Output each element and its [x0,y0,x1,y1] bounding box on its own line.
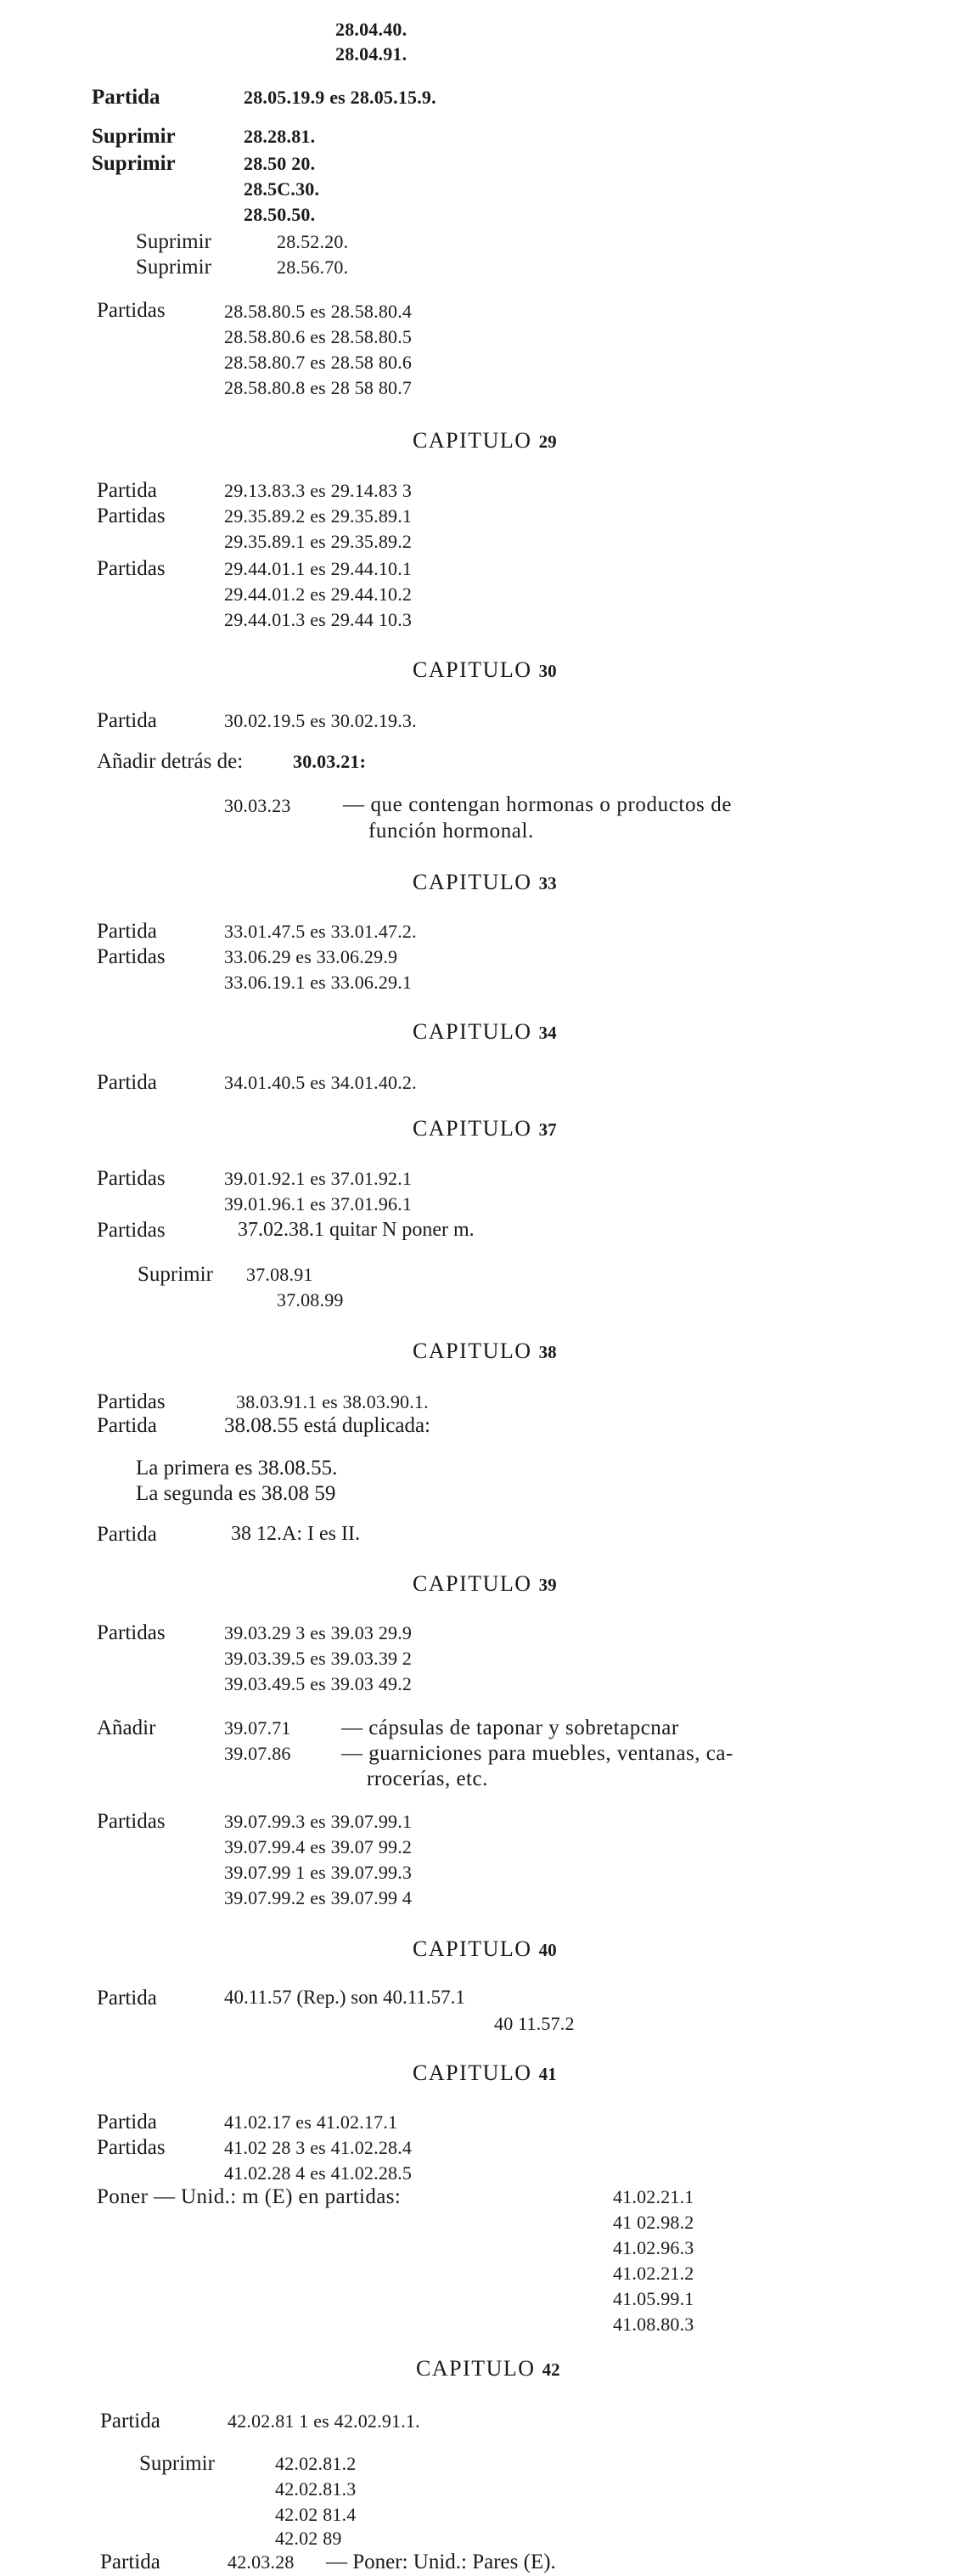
entry-text: 30.03.21: [293,751,367,772]
entry-text: 39.07.99 1 es 39.07.99.3 [224,1862,413,1883]
entry-text: 29.35.89.1 es 29.35.89.2 [224,531,413,552]
entry-text: 40 11.57.2 [494,2013,575,2034]
entry-label: Suprimir [92,125,176,148]
entry-text: 33.01.47.5 es 33.01.47.2. [224,921,417,942]
entry-label: Partidas [97,945,166,968]
entry-text: — que contengan hormonas o productos de [343,793,733,816]
entry-text: 29.13.83.3 es 29.14.83 3 [224,480,413,501]
entry-label: Añadir detrás de: [97,750,244,773]
entry-text: 28.52.20. [277,231,349,252]
entry-text: 41.02 28 3 es 41.02.28.4 [224,2137,413,2158]
entry-text: 42.02 89 [275,2528,342,2549]
section-heading: CAPITULO 29 [413,428,557,453]
entry-label: Partida [97,479,157,502]
entry-text: 34.01.40.5 es 34.01.40.2. [224,1072,417,1093]
entry-text: 39.07.99.2 es 39.07.99 4 [224,1887,413,1908]
section-heading: CAPITULO 38 [413,1339,557,1363]
entry-label: Suprimir [136,256,211,279]
entry-text: 40.11.57 (Rep.) son 40.11.57.1 [224,1987,465,2008]
section-heading: CAPITULO 40 [413,1936,557,1961]
entry-text: 41.02.21.1 [613,2186,694,2207]
entry-label: Partida [100,2551,160,2573]
entry-text: 42.02.81 1 es 42.02.91.1. [228,2410,420,2432]
entry-text: 38.03.91.1 es 38.03.90.1. [236,1391,429,1412]
entry-text: 38 12.A: I es II. [231,1523,360,1545]
entry-text: 33.06.29 es 33.06.29.9 [224,946,398,967]
entry-label: Suprimir [138,1263,213,1286]
entry-text: — cápsulas de taponar y sobretapcnar [341,1716,679,1739]
section-heading: CAPITULO 42 [416,2356,560,2381]
code-line: 28.04.91. [335,43,407,65]
entry-label: Partidas [97,2136,166,2159]
entry-label: Partidas [97,1810,166,1833]
entry-text: 30.02.19.5 es 30.02.19.3. [224,710,417,731]
entry-text: 41 02.98.2 [613,2212,694,2233]
entry-text: 29.44.01.2 es 29.44.10.2 [224,583,413,605]
section-heading: CAPITULO 37 [413,1116,557,1141]
entry-text: 39.03.39.5 es 39.03.39 2 [224,1648,413,1669]
entry-text: 29.44.01.1 es 29.44.10.1 [224,558,413,579]
entry-text: 29.35.89.2 es 29.35.89.1 [224,505,413,527]
section-heading: CAPITULO 34 [413,1019,557,1044]
section-heading: CAPITULO 41 [413,2060,557,2085]
entry-text: 41.08.80.3 [613,2314,694,2335]
entry-text: 38.08.55 está duplicada: [224,1414,430,1437]
entry-text: 41.02.21.2 [613,2263,694,2284]
entry-text: 29.44.01.3 es 29.44 10.3 [224,609,413,630]
entry-label: Partida [100,2410,160,2432]
entry-text: 37.02.38.1 quitar N poner m. [238,1219,475,1241]
entry-label: Partidas [97,1219,166,1242]
entry-label: Suprimir [136,230,211,253]
entry-text: 28.58.80.7 es 28.58 80.6 [224,352,413,373]
entry-text: 41.02.96.3 [613,2237,694,2258]
entry-label: Partidas [97,557,166,580]
entry-text: La segunda es 38.08 59 [136,1482,336,1505]
entry-text: La primera es 38.08.55. [136,1457,338,1480]
code-line: 28.04.40. [335,19,407,40]
entry-text: 39.01.92.1 es 37.01.92.1 [224,1168,413,1189]
entry-label: Partidas [97,1621,166,1644]
entry-text: rrocerías, etc. [367,1767,488,1790]
entry-text: 41.02.28 4 es 41.02.28.5 [224,2162,413,2184]
entry-label: Partidas [97,299,166,322]
entry-text: 42.02.81.2 [275,2453,357,2474]
entry-text: 39.07.99.4 es 39.07 99.2 [224,1836,413,1857]
entry-text: 39.07.71 [224,1717,291,1739]
entry-label: Partida [97,709,157,732]
entry-text: 28.05.19.9 es 28.05.15.9. [244,87,436,108]
entry-text: 28.58.80.8 es 28 58 80.7 [224,377,413,398]
entry-text: 28.58.80.5 es 28.58.80.4 [224,301,413,322]
entry-label: Partida [92,86,160,109]
entry-label: Partida [97,1523,157,1546]
entry-label: Partida [97,2111,157,2134]
section-heading: CAPITULO 39 [413,1571,557,1596]
section-heading: CAPITULO 30 [413,657,557,682]
entry-text: 39.03.29 3 es 39.03 29.9 [224,1622,413,1643]
entry-text: 28.5C.30. [244,178,320,200]
entry-text: 37.08.99 [277,1289,344,1311]
entry-text: 42.02 81.4 [275,2504,357,2525]
entry-text: 37.08.91 [246,1264,313,1285]
entry-text: 28.28.81. [244,126,316,147]
entry-label: Partida [97,1414,157,1437]
entry-text: 41.05.99.1 [613,2288,694,2309]
entry-label: Partidas [97,1390,166,1413]
entry-text: 41.02.17 es 41.02.17.1 [224,2111,398,2133]
entry-text: 33.06.19.1 es 33.06.29.1 [224,972,413,993]
entry-text: 28.50 20. [244,153,316,174]
entry-label: Partidas [97,1167,166,1190]
entry-text: 39.07.99.3 es 39.07.99.1 [224,1811,413,1832]
entry-text: 28.58.80.6 es 28.58.80.5 [224,326,413,347]
entry-label: Suprimir [139,2452,215,2475]
entry-text: — guarniciones para muebles, ventanas, ca- [341,1742,733,1765]
section-heading: CAPITULO 33 [413,870,557,894]
entry-text: 30.03.23 [224,795,291,816]
entry-text: función hormonal. [368,820,534,843]
entry-label: Suprimir [92,152,176,175]
entry-label: Partida [97,1071,157,1094]
entry-label: Añadir [97,1716,156,1739]
entry-text: 28.56.70. [277,256,349,278]
entry-text: 28.50.50. [244,204,316,225]
entry-label: Partida [97,920,157,943]
entry-text: 39.01.96.1 es 37.01.96.1 [224,1193,413,1215]
entry-label: Poner — Unid.: m (E) en partidas: [97,2185,402,2208]
entry-text: 42.02.81.3 [275,2478,357,2500]
entry-text: — Poner: Unid.: Pares (E). [326,2551,556,2573]
entry-label: Partidas [97,504,166,527]
entry-text: 42.03.28 [228,2551,295,2573]
entry-label: Partida [97,1987,157,2010]
entry-text: 39.03.49.5 es 39.03 49.2 [224,1673,413,1694]
entry-text: 39.07.86 [224,1743,291,1764]
